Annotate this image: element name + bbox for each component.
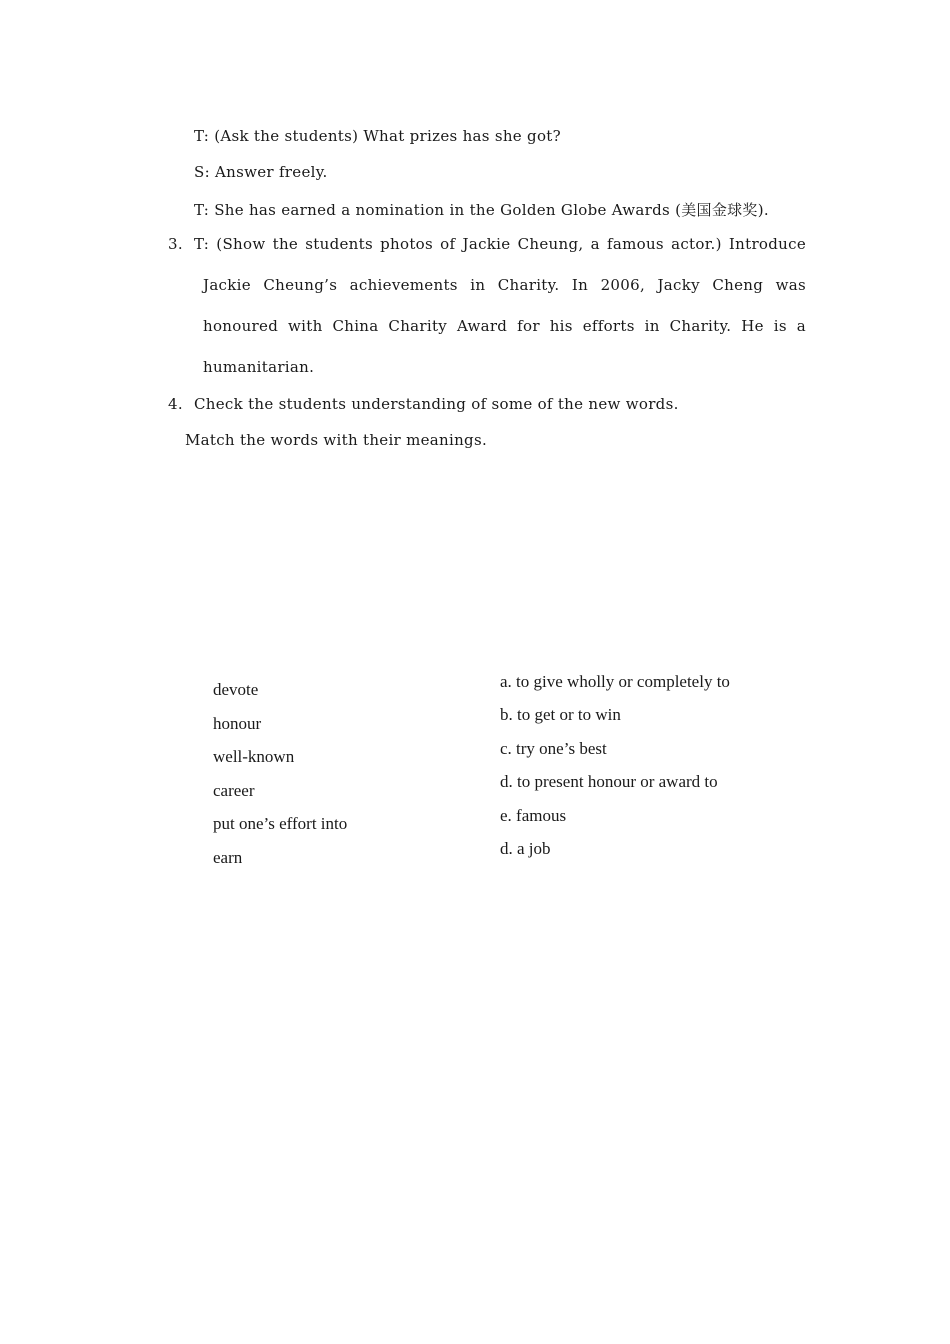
dialogue-line-student-answer: S: Answer freely. <box>194 163 328 181</box>
item-3-number: 3. <box>168 235 183 253</box>
item-3-line-1: T: (Show the students photos of Jackie Cheung, a famous actor.) Introduce <box>194 235 806 253</box>
meaning-item: d. to present honour or award to <box>500 772 718 791</box>
dialogue-line-teacher-question: T: (Ask the students) What prizes has she got? <box>194 127 561 145</box>
word-item: career <box>213 781 255 800</box>
meaning-item: d. a job <box>500 839 551 858</box>
item-3-line-4: humanitarian. <box>203 358 315 376</box>
word-item: devote <box>213 680 259 699</box>
meaning-item: c. try one’s best <box>500 739 607 758</box>
item-3-line-3: honoured with China Charity Award for his efforts in Charity. He is a <box>203 317 806 335</box>
word-item: earn <box>213 848 243 867</box>
item-3-line-2: Jackie Cheung’s achievements in Charity. In 2006, Jacky Cheng was <box>203 276 806 294</box>
meaning-item: b. to get or to win <box>500 705 621 724</box>
matching-instruction: Match the words with their meanings. <box>185 431 488 449</box>
meaning-item: e. famous <box>500 806 567 825</box>
meaning-item: a. to give wholly or completely to <box>500 672 730 691</box>
word-item: honour <box>213 714 262 733</box>
dialogue-line-teacher-statement: T: She has earned a nomination in the Golden Globe Awards (美国金球奖). <box>194 201 769 219</box>
item-4-number: 4. <box>168 395 183 413</box>
word-item: well-known <box>213 747 295 766</box>
word-item: put one’s effort into <box>213 814 348 833</box>
item-4-line-1: Check the students understanding of some of the new words. <box>194 395 679 413</box>
